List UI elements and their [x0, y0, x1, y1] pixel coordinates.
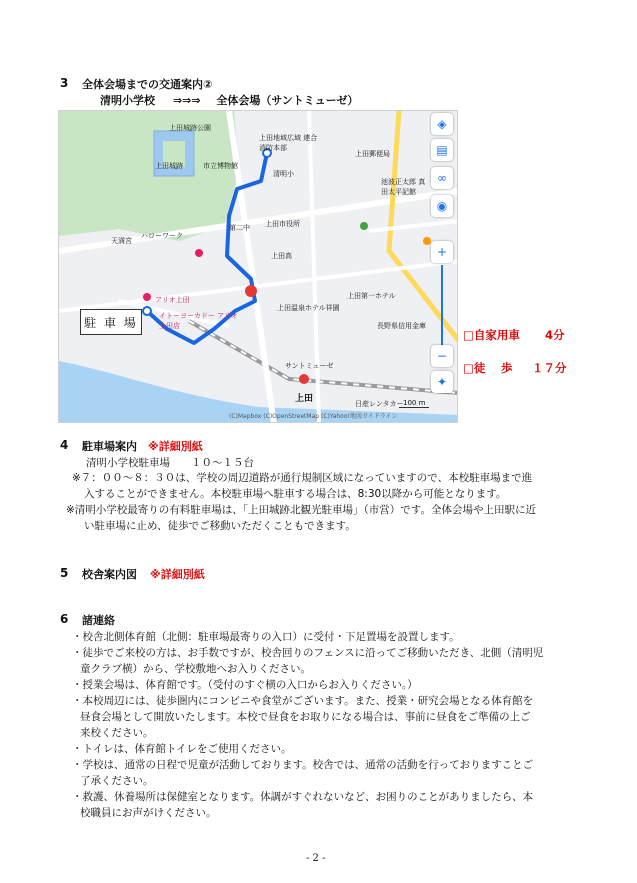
map-label: 天満宮: [111, 237, 132, 245]
map-label: イトーヨーカドー アリオ上田店: [159, 312, 238, 330]
route-from: 清明小学校: [100, 94, 155, 107]
map-label: 上田郵便局: [355, 150, 390, 158]
layers-icon[interactable]: ◈: [431, 113, 453, 135]
walk-time: １７分: [532, 361, 567, 375]
poi-pin: [423, 237, 431, 245]
map-scale: 100 m: [399, 399, 429, 408]
section4-line: ※７：００～８：３０は、学校の周辺道路が通行規制区域になっていますので、本校駐車場まで進: [72, 472, 533, 484]
section6-line: ・トイレは、体育館トイレをご使用ください。: [72, 743, 292, 755]
compass-icon[interactable]: ✦: [431, 371, 453, 393]
location-icon[interactable]: ◉: [431, 195, 453, 217]
map-label: 第二中: [229, 224, 250, 232]
section6-line: 校職員にお声がけください。: [80, 807, 217, 819]
railway: [189, 321, 458, 393]
map-copyright: (C)Mapbox (C)OpenStreetMap (C)Yahoo!地図ガイドライン: [229, 413, 398, 420]
section4-line: ※清明小学校最寄りの有料駐車場は、「上田城跡北観光駐車場」（市営）です。全体会場や上田駅に近: [66, 504, 536, 516]
route-to: 全体会場（サントミューゼ）: [216, 94, 359, 107]
page-number: - 2 -: [306, 853, 326, 864]
link-icon[interactable]: ∞: [431, 167, 453, 189]
map-label: 市立博物館: [203, 162, 238, 170]
section6-line: ・学校は、通常の日程で児童が活動しております。校舎では、通常の活動を行っておりますことご: [72, 759, 534, 771]
section6-line: 来校ください。: [80, 727, 154, 739]
route-end: [143, 307, 151, 315]
section6-line: ・徒歩でご来校の方は、お手数ですが、校舎回りのフェンスに沿ってご移動いただき、北側（清明児: [72, 647, 544, 659]
map-label: 上田: [295, 394, 314, 404]
section6-line: ・救護、休養場所は保健室となります。体調がすぐれないなど、お困りのことがありましたら、本: [72, 791, 534, 803]
station-pin: [299, 374, 309, 384]
car-time: 4分: [545, 328, 565, 342]
route-arrows: ⇒⇒⇒: [172, 94, 201, 107]
section6-number: 6: [60, 612, 69, 626]
parking-label: 駐 車 場: [80, 309, 142, 335]
park-area: [59, 111, 239, 241]
section5-title: 校舎案内図: [82, 568, 137, 581]
section4-note: ※詳細別紙: [148, 440, 203, 453]
section6-title: 諸連絡: [82, 614, 115, 627]
section3-number: 3: [60, 76, 69, 90]
route-line: [100, 92, 358, 108]
section6-line: ・授業会場は、体育館です。（受付のすぐ横の入口からお入りください。）: [72, 679, 418, 691]
road: [369, 221, 458, 231]
zoom-slider[interactable]: [441, 265, 443, 345]
map-label: 日産レンタカー: [355, 400, 404, 408]
section5-number: 5: [60, 566, 69, 580]
map-label: 上田地域広域 連合消防本部: [259, 134, 318, 152]
section4-line: い駐車場に止め、徒歩でご移動いただくこともできます。: [84, 520, 356, 532]
map-label: アリオ上田: [155, 296, 190, 304]
section4-title: 駐車場案内: [82, 440, 137, 453]
map-label: 上田市役所: [265, 220, 300, 228]
section3-title: 全体会場までの交通案内②: [82, 78, 213, 91]
section6-line: 了承ください。: [80, 775, 154, 787]
poi-pin: [360, 222, 368, 230]
map-label: ハローワーク: [141, 232, 183, 240]
section6-line: 童クラブ横）から、学校敷地へお入りください。: [80, 663, 311, 675]
parking-capacity: 清明小学校駐車場 １０～１５台: [86, 457, 254, 469]
road: [309, 111, 319, 423]
section4-line: 入することができません。本校駐車場へ駐車する場合は、8:30以降から可能となります。: [84, 488, 507, 500]
section6-line: ・本校周辺には、徒歩圏内にコンビニや食堂がございます。また、授業・研究会場となる体育館を: [72, 695, 534, 707]
map-label: 上田城跡: [155, 162, 183, 170]
map-label: 長野県信用金庫: [377, 322, 426, 330]
destination-pin: [245, 285, 257, 297]
car-label: □自家用車: [463, 328, 520, 342]
route-map[interactable]: [58, 110, 458, 423]
map-graphic: [59, 111, 458, 423]
map-label: 池波正太郎 真田太平記館: [381, 178, 426, 196]
zoom-in-button[interactable]: +: [431, 241, 453, 263]
section4-number: 4: [60, 438, 69, 452]
section6-line: 昼食会場として開放いたします。本校で昼食をお取りになる場合は、事前に昼食をご準備の上ご: [80, 711, 531, 723]
map-label: サントミューゼ: [285, 362, 334, 370]
map-label: 上田第一ホテル: [347, 292, 396, 300]
map-label: 上田高: [271, 252, 292, 260]
zoom-out-button[interactable]: −: [431, 345, 453, 367]
print-icon[interactable]: ▤: [431, 139, 453, 161]
map-label: 上田城跡公園: [169, 124, 211, 132]
map-label: 清明小: [273, 170, 294, 178]
map-label: 上田温泉ホテル祥園: [277, 304, 340, 312]
section5-note: ※詳細別紙: [150, 568, 205, 581]
poi-pin: [143, 293, 151, 301]
section6-line: ・校舎北側体育館（北側：駐車場最寄りの入口）に受付・下足置場を設置します。: [72, 631, 460, 643]
walk-label: □徒 歩: [463, 361, 513, 375]
poi-pin: [195, 249, 203, 257]
